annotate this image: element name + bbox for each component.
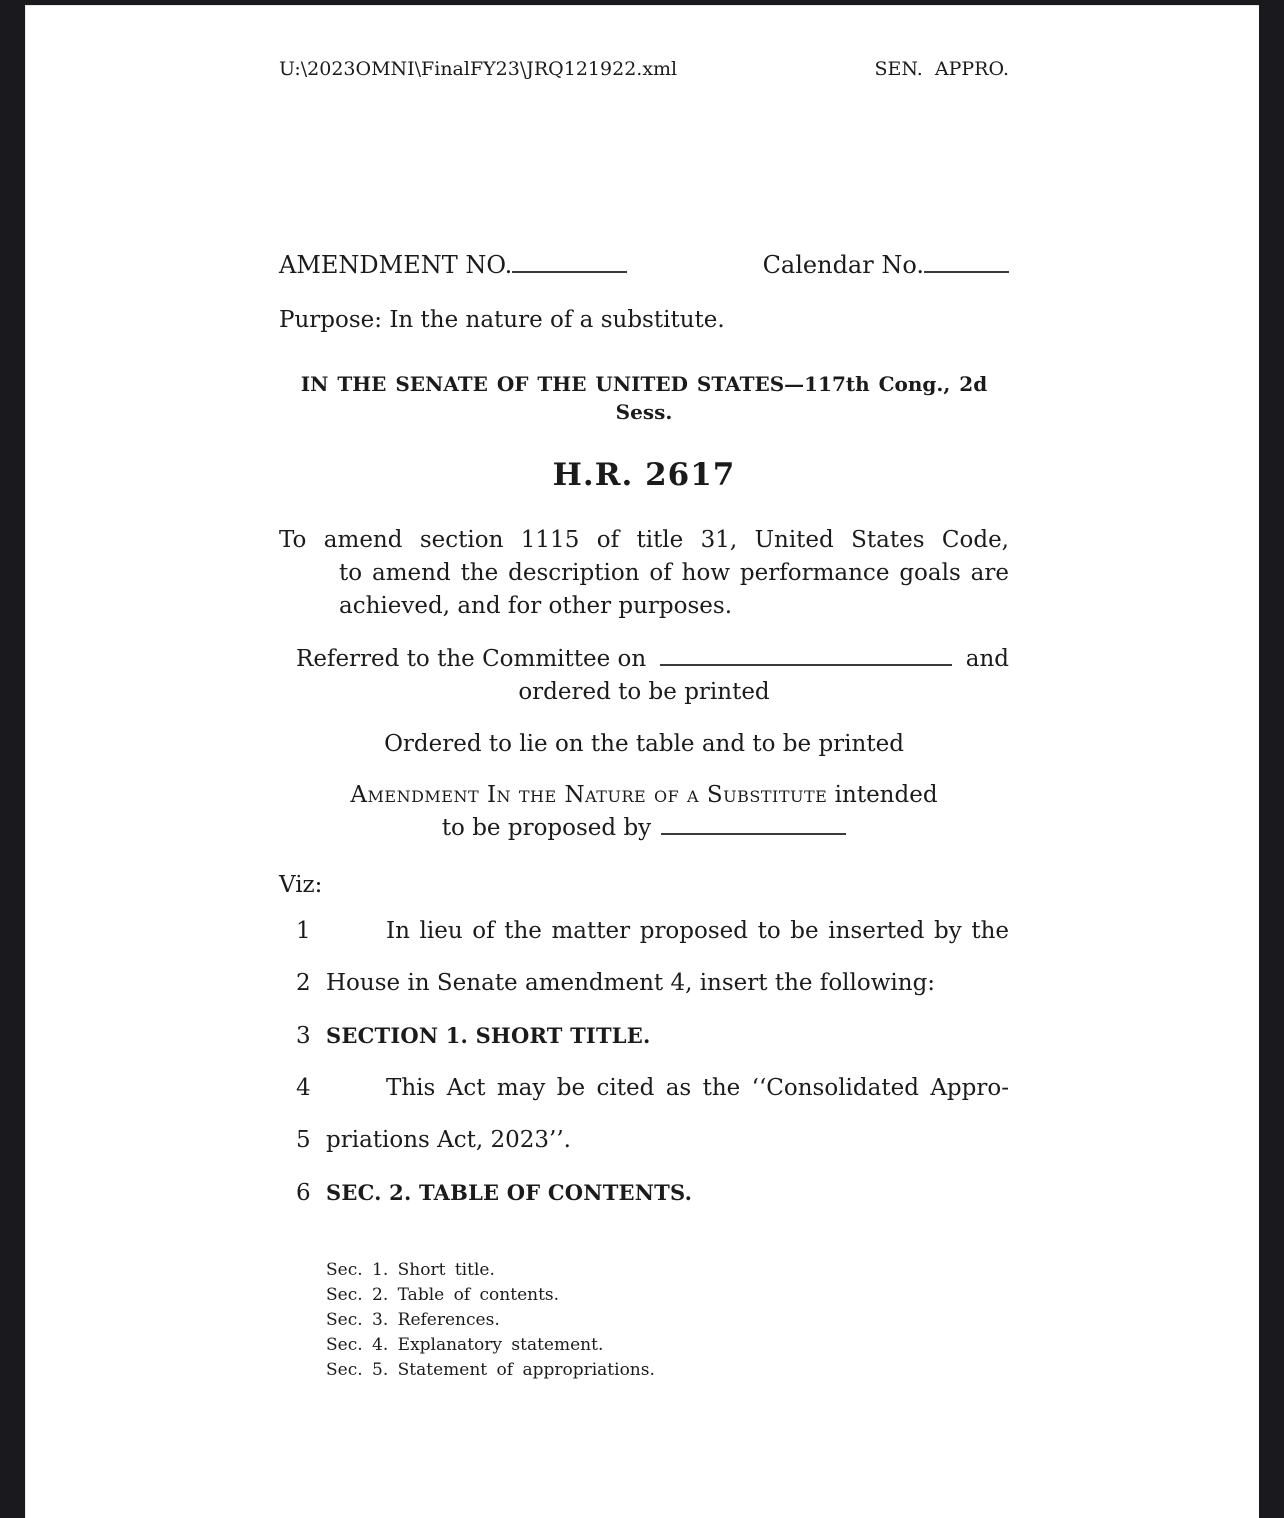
file-reference: U:\2023OMNI\FinalFY23\JRQ121922.xml <box>279 58 678 80</box>
calendar-no-blank <box>924 251 1009 273</box>
toc-item: Sec. 3. References. <box>326 1310 500 1330</box>
section-heading: SECTION 1. SHORT TITLE. <box>326 1023 651 1048</box>
line-number: 4 <box>296 1075 311 1101</box>
amendment-nature-smallcaps: Amendment In the Nature of a Substitute <box>350 782 828 808</box>
line-number: 3 <box>296 1023 311 1049</box>
long-title-line: To amend section 1115 of title 31, United States Code, <box>279 527 1009 553</box>
amendment-nature-block <box>279 779 1009 845</box>
bill-line-text: priations Act, 2023’’. <box>326 1127 571 1153</box>
bill-line <box>279 1125 1009 1156</box>
committee-stamp: SEN. APPRO. <box>874 58 1009 80</box>
bill-line-text: This Act may be cited as the ‘‘Consolidated Appro- <box>386 1075 1009 1101</box>
table-of-contents <box>279 1258 1009 1383</box>
bill-line-text: House in Senate amendment 4, insert the following: <box>326 970 936 996</box>
referral-prefix: Referred to the Committee on <box>296 646 647 672</box>
toc-item: Sec. 2. Table of contents. <box>326 1285 560 1305</box>
document-page <box>25 5 1259 1518</box>
proposed-by-label: to be proposed by <box>441 815 652 841</box>
page-header <box>279 56 1009 82</box>
page-content <box>26 6 1260 1383</box>
long-title-line: to amend the description of how performance goals are <box>339 560 1009 586</box>
long-title-line: achieved, and for other purposes. <box>339 593 732 619</box>
referral-line-1 <box>279 643 1009 676</box>
amendment-calendar-row <box>279 250 1009 280</box>
line-number: 6 <box>296 1180 311 1206</box>
amendment-no-blank <box>512 251 627 273</box>
amendment-nature-line-2 <box>279 812 1009 845</box>
referral-suffix: and <box>965 646 1009 672</box>
line-number: 1 <box>296 918 311 944</box>
purpose-line: Purpose: In the nature of a substitute. <box>279 307 725 333</box>
amendment-nature-rest: intended <box>834 782 938 808</box>
bill-line <box>279 1020 1009 1052</box>
viz-label: Viz: <box>279 872 323 898</box>
calendar-no-field <box>763 250 1009 280</box>
proposed-by-blank <box>661 813 846 835</box>
line-number: 5 <box>296 1127 311 1153</box>
ordered-to-lie-line: Ordered to lie on the table and to be printed <box>384 731 904 757</box>
bill-line <box>279 968 1009 999</box>
bill-number: H.R. 2617 <box>552 457 736 493</box>
amendment-no-label: AMENDMENT NO. <box>279 251 513 279</box>
bill-line <box>279 1073 1009 1104</box>
bill-text <box>279 916 1009 1209</box>
toc-item: Sec. 4. Explanatory statement. <box>326 1335 604 1355</box>
toc-item: Sec. 5. Statement of appropriations. <box>326 1360 655 1380</box>
calendar-no-label: Calendar No. <box>762 251 924 279</box>
long-title <box>279 524 1009 623</box>
section-heading: SEC. 2. TABLE OF CONTENTS. <box>326 1180 693 1205</box>
referral-block <box>279 643 1009 709</box>
bill-line <box>279 916 1009 947</box>
senate-caption: IN THE SENATE OF THE UNITED STATES—117th Cong., 2d Sess. <box>300 372 988 424</box>
toc-item: Sec. 1. Short title. <box>326 1260 495 1280</box>
line-number: 2 <box>296 970 311 996</box>
committee-name-blank <box>660 644 952 666</box>
amendment-nature-line-1 <box>279 779 1009 812</box>
referral-line-2: ordered to be printed <box>518 679 770 705</box>
bill-line <box>279 1177 1009 1209</box>
bill-line-text: In lieu of the matter proposed to be inserted by the <box>386 918 1009 944</box>
amendment-no-field <box>279 250 627 280</box>
